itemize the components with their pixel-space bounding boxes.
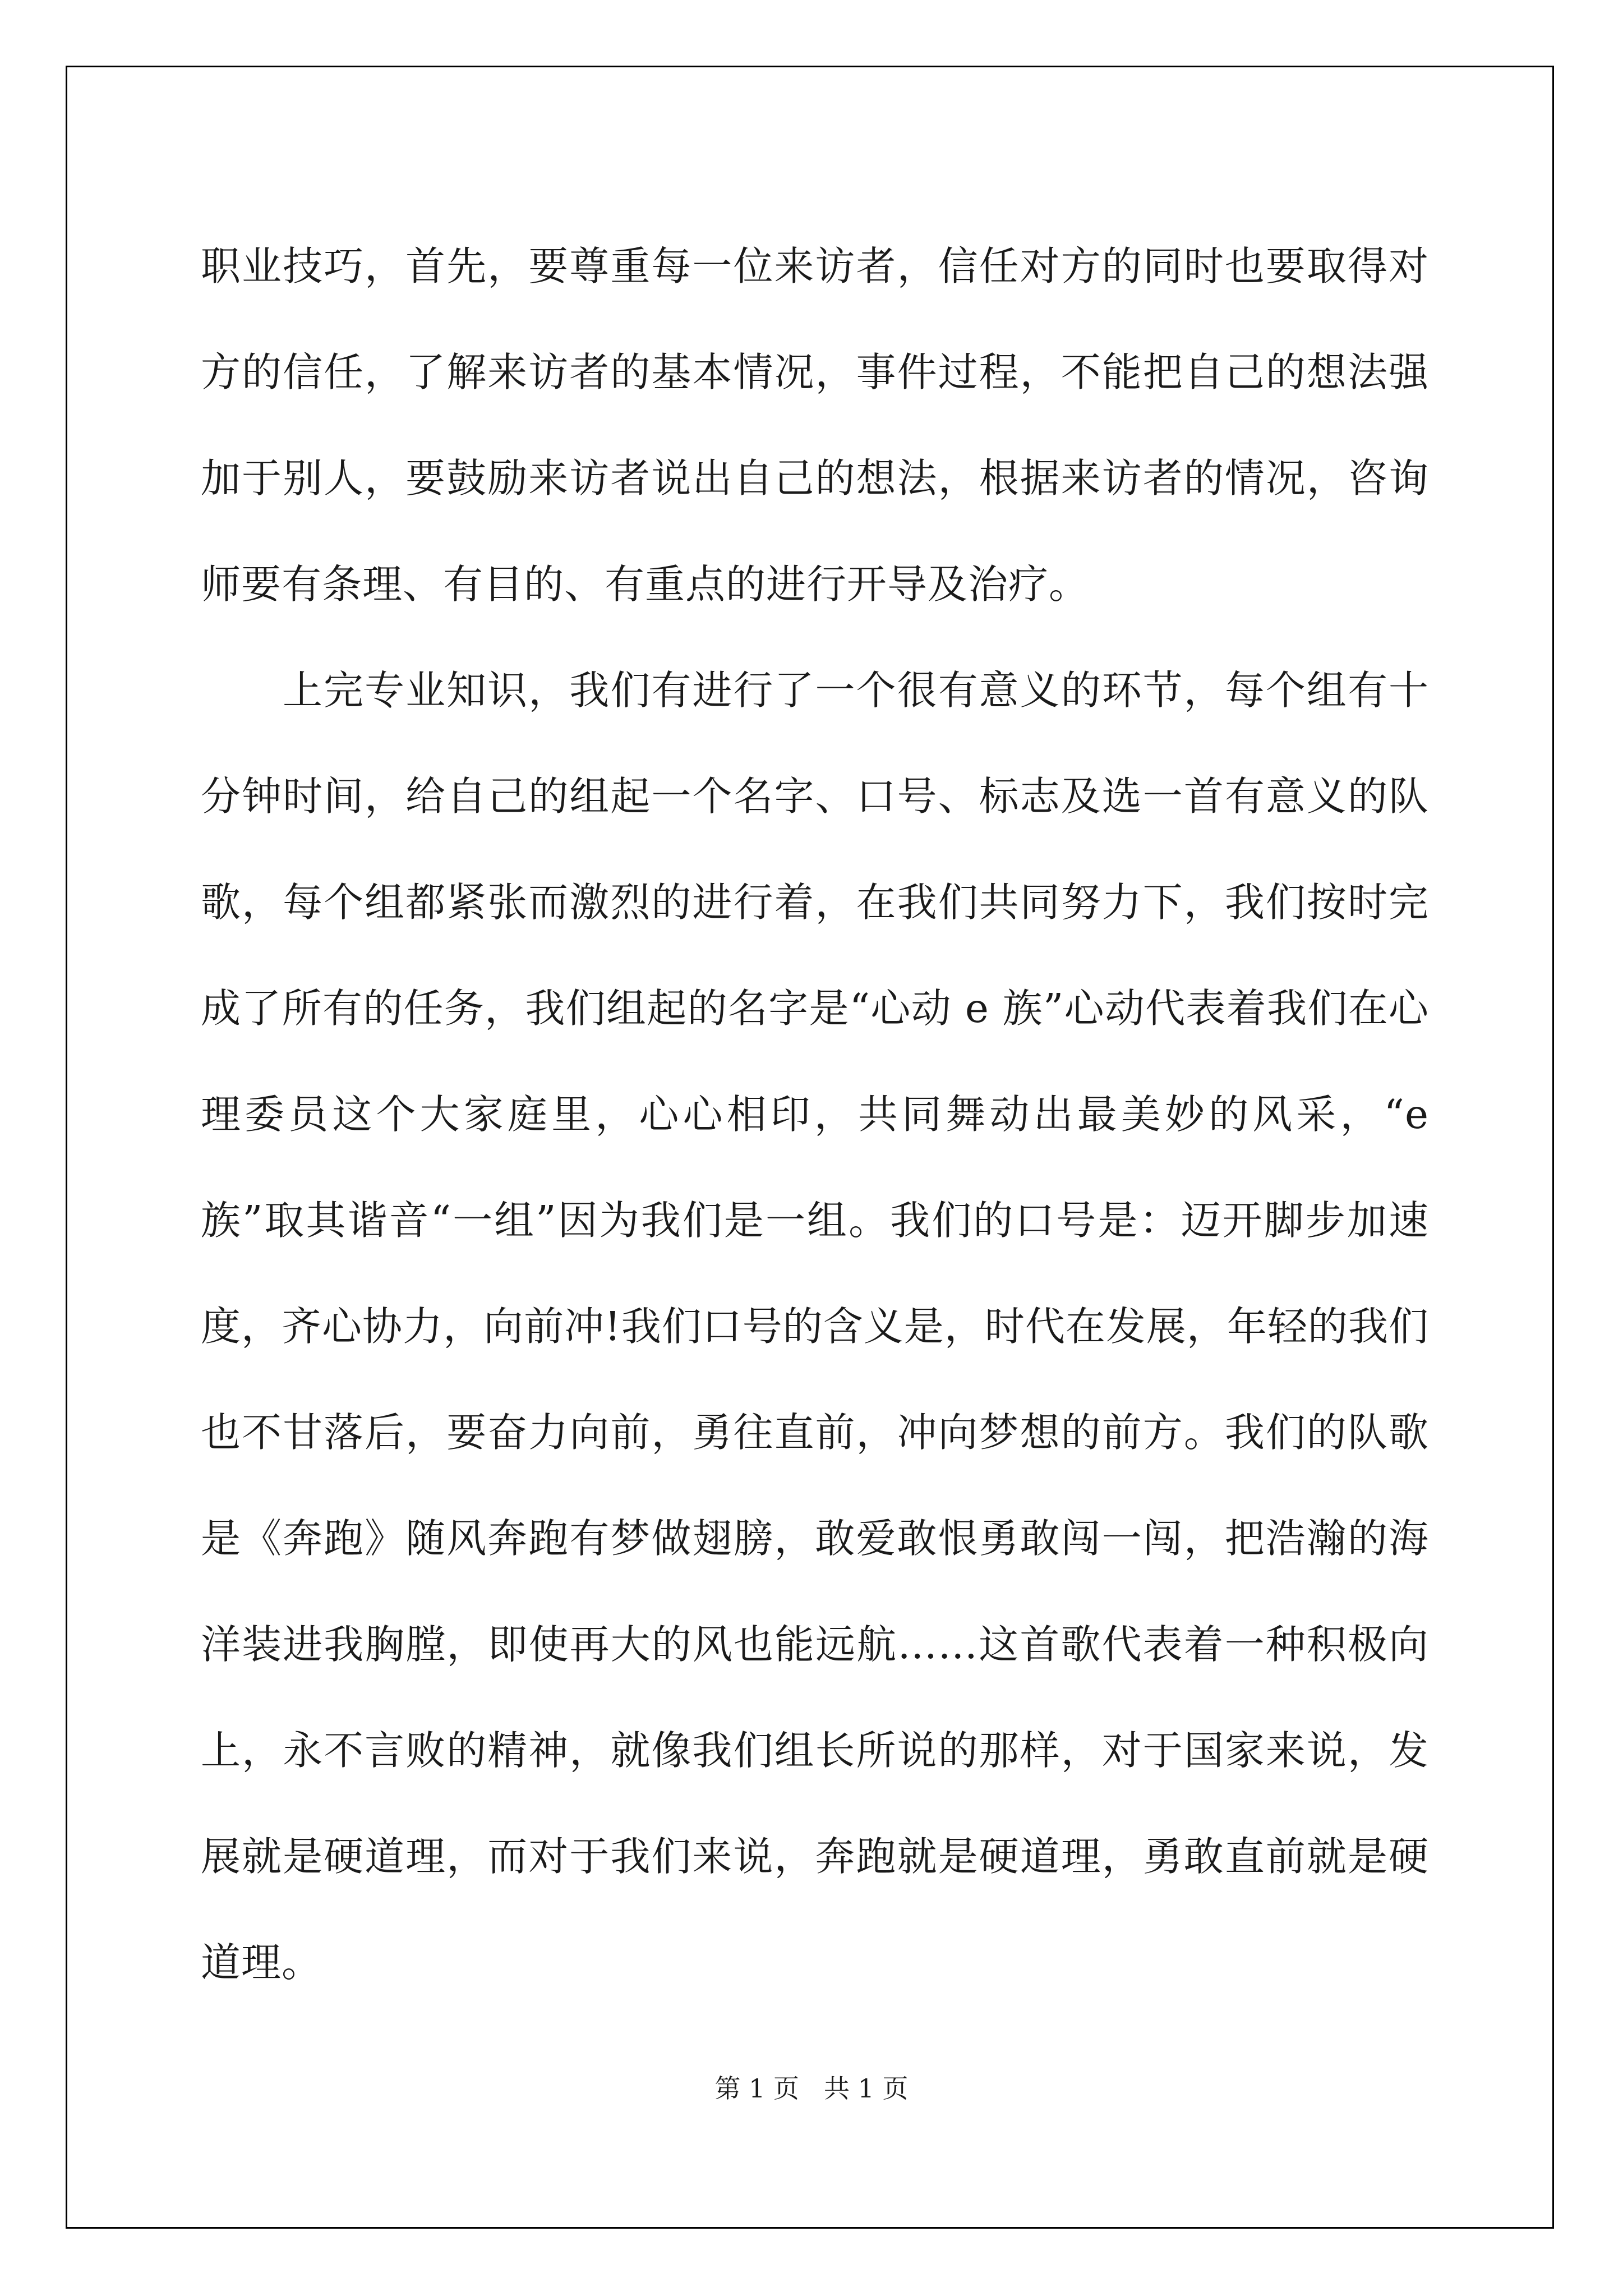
- paragraph-2: 上完专业知识，我们有进行了一个很有意义的环节，每个组有十分钟时间，给自己的组起一个名字、口号、标志及选一首有意义的队歌，每个组都紧张而激烈的进行着，在我们共同努力下，我们按时完成了所有的任务，我们组起的名字是“心动 e 族”心动代表着我们在心理委员这个大家庭里，心心相印，共同舞动出最美妙的风采，“e 族”取其谐音“一组”因为我们是一组。我们的口号是：迈开脚步加速度，齐心协力，向前冲!我们口号的含义是，时代在发展，年轻的我们也不甘落后，要奋力向前，勇往直前，冲向梦想的前方。我们的队歌是《奔跑》随风奔跑有梦做翅膀，敢爱敢恨勇敢闯一闯，把浩瀚的海洋装进我胸膛，即使再大的风也能远航……这首歌代表着一种积极向上，永不言败的精神，就像我们组长所说的那样，对于国家来说，发展就是硬道理，而对于我们来说，奔跑就是硬道理，勇敢直前就是硬道理。: [201, 667, 1429, 1986]
- page-number-total: 共 1 页: [823, 2073, 909, 2104]
- document-body: [201, 213, 1429, 2016]
- page-footer: [0, 2072, 1623, 2105]
- page-number-current: 第 1 页: [714, 2073, 800, 2104]
- paragraph-1: 职业技巧，首先，要尊重每一位来访者，信任对方的同时也要取得对方的信任，了解来访者的基本情况，事件过程，不能把自己的想法强加于别人，要鼓励来访者说出自己的想法，根据来访者的情况，咨询师要有条理、有目的、有重点的进行开导及治疗。: [201, 243, 1429, 608]
